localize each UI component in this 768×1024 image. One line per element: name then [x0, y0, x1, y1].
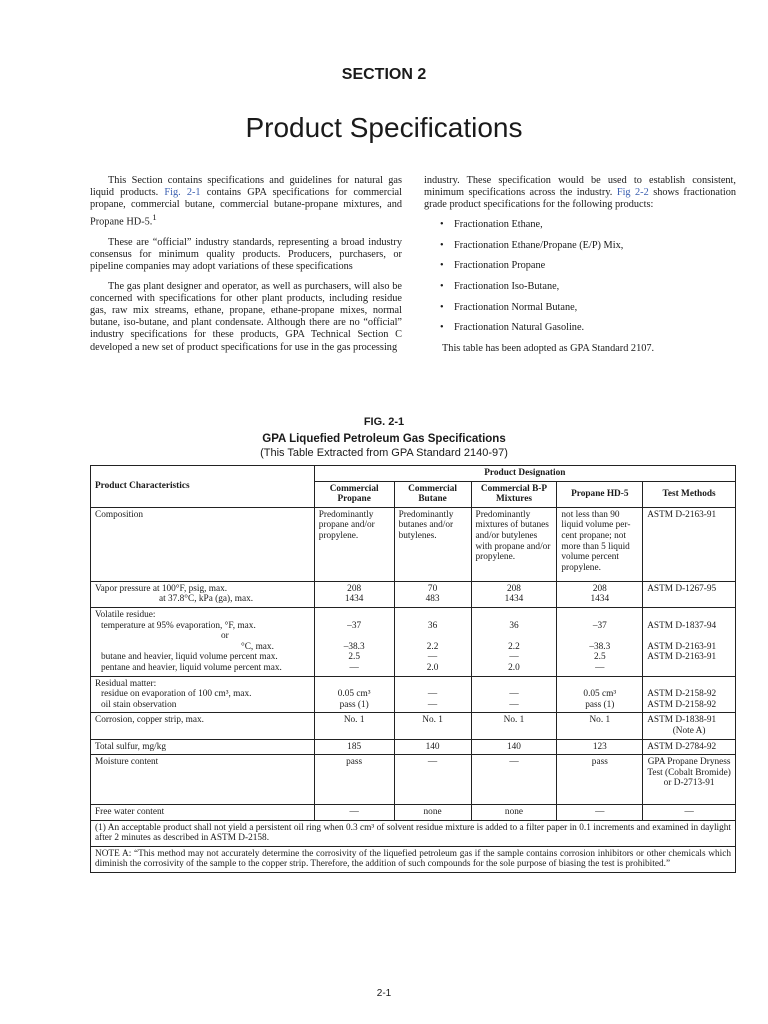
figure-number: FIG. 2-1 — [363, 416, 405, 428]
product-list — [424, 219, 736, 334]
row-label: Moisture content — [91, 755, 315, 805]
header-commercial-propane: Commercial Propane — [314, 481, 394, 507]
note-a: NOTE A: “This method may not accurately determine the corrosivity of the liquefied petroleum gas if the sample contains corrosion inhibitors or other chemicals which diminish the corrosivity of the sample to the copper strip. Therefore, the addition of such compounds for the sole purpose of biasing the test is prohibited.” — [91, 846, 736, 872]
table-cell: No. 1 — [394, 713, 471, 739]
table-cell: — — [557, 805, 643, 821]
table-row — [91, 739, 736, 755]
table-cell: 36 2.2 — 2.0 — [394, 607, 471, 676]
list-item: • Fractionation Normal Butane, — [440, 301, 578, 313]
row-label: Corrosion, copper strip, max. — [91, 713, 315, 739]
table-cell: 140 — [394, 739, 471, 755]
table-row — [91, 607, 736, 676]
list-item: • Fractionation Ethane, — [440, 219, 543, 231]
table-cell: 70 483 — [394, 581, 471, 607]
table-cell: –37 –38.3 2.5 — — [314, 607, 394, 676]
table-cell: none — [394, 805, 471, 821]
table-row — [91, 755, 736, 805]
table-row — [91, 820, 736, 846]
table-cell: 36 2.2 — 2.0 — [471, 607, 557, 676]
row-label: Volatile residue: temperature at 95% evaporation, °F, max. or °C, max. butane and heavier, liquid volume percent max. pentane and heavier, liquid volume percent max. — [91, 607, 315, 676]
table-cell: Predominantly propane and/or propylene. — [314, 507, 394, 581]
list-item: • Fractionation Propane — [440, 260, 546, 272]
table-cell: — — — [394, 676, 471, 713]
table-cell: ASTM D-1838-91 (Note A) — [643, 713, 736, 739]
header-propane-hd5: Propane HD-5 — [557, 481, 643, 507]
p1-text-a: This Section contains specifications and guidelines for natural gas liquid products. — [90, 175, 402, 199]
header-commercial-butane: Commercial Butane — [394, 481, 471, 507]
header-commercial-bp-mixtures: Commercial B-P Mixtures — [471, 481, 557, 507]
table-cell: pass — [314, 755, 394, 805]
intro-paragraph-3: The gas plant designer and operator, as well as purchasers, will also be concerned with specifications for other plant products, including residue gas, raw mix streams, ethane, propane, ethane-propane mixes, normal butane, iso-butane, and plant condensate. Although there are no “official” industry specifications for these products, GPA Technical Section C developed a new set of product specifications for use in the gas processing — [90, 281, 402, 353]
table-cell: No. 1 — [471, 713, 557, 739]
header-product-designation: Product Designation — [314, 466, 735, 482]
table-cell: Predominantly butanes and/or butylenes. — [394, 507, 471, 581]
p4-text-b: shows fractionation grade product specifications for the following products: — [424, 187, 736, 211]
footnote-ref: 1 — [152, 212, 157, 223]
table-row — [91, 507, 736, 581]
row-label: Free water content — [91, 805, 315, 821]
intro-paragraph-4 — [424, 175, 736, 211]
figure-title: GPA Liquefied Petroleum Gas Specifications — [262, 433, 506, 445]
section-heading: SECTION 2 — [341, 66, 427, 83]
table-cell: — — — [471, 676, 557, 713]
table-cell: 185 — [314, 739, 394, 755]
list-item: • Fractionation Iso-Butane, — [440, 281, 560, 293]
row-label: Composition — [91, 507, 315, 581]
p1-text-b: contains GPA specifications for commercial propane, commercial butane, commercial butane-propane mixtures, and Propane HD-5. — [90, 187, 402, 228]
lpg-spec-table — [90, 465, 736, 873]
table-row — [91, 581, 736, 607]
table-cell: No. 1 — [314, 713, 394, 739]
right-column — [424, 175, 736, 363]
header-product-characteristics: Product Characteristics — [91, 466, 315, 508]
table-cell: 0.05 cm³ pass (1) — [314, 676, 394, 713]
table-cell: — — [471, 755, 557, 805]
intro-paragraph-1 — [90, 175, 402, 229]
table-cell: ASTM D-1837-94 ASTM D-2163-91 ASTM D-2163-91 — [643, 607, 736, 676]
header-test-methods: Test Methods — [643, 481, 736, 507]
list-item: • Fractionation Natural Gasoline. — [440, 322, 585, 334]
table-header-row — [91, 466, 736, 482]
table-cell: 0.05 cm³ pass (1) — [557, 676, 643, 713]
table-cell: GPA Propane Dryness Test (Cobalt Bromide) or D-2713-91 — [643, 755, 736, 805]
table-cell: — — [314, 805, 394, 821]
figure-subtitle: (This Table Extracted from GPA Standard 2140-97) — [260, 447, 508, 459]
fig-2-1-link[interactable]: Fig. 2-1 — [164, 187, 201, 199]
table-cell: No. 1 — [557, 713, 643, 739]
footnote-1: (1) An acceptable product shall not yield a persistent oil ring when 0.3 cm³ of solvent residue mixture is added to a filter paper in 0.1 increments and examined in daylight after 2 minutes as described in ASTM D-2158. — [91, 820, 736, 846]
table-cell: 123 — [557, 739, 643, 755]
row-label: Residual matter: residue on evaporation of 100 cm³, max. oil stain observation — [91, 676, 315, 713]
table-cell: — — [394, 755, 471, 805]
row-label: Vapor pressure at 100°F, psig, max. at 37.8°C, kPa (ga), max. — [91, 581, 315, 607]
table-cell: ASTM D-2163-91 — [643, 507, 736, 581]
fig-2-2-link[interactable]: Fig 2-2 — [616, 187, 649, 199]
table-row — [91, 713, 736, 739]
page-title: Product Specifications — [245, 112, 523, 143]
intro-paragraph-2: These are “official” industry standards, representing a broad industry consensus for minimum quality products. Producers, purchasers, or pipeline companies may adopt variations of these specifications — [90, 236, 402, 272]
table-row — [91, 846, 736, 872]
intro-paragraph-5: This table has been adopted as GPA Standard 2107. — [442, 342, 655, 354]
table-cell: ASTM D-1267-95 — [643, 581, 736, 607]
left-column — [90, 175, 402, 362]
table-cell: 208 1434 — [314, 581, 394, 607]
table-cell: none — [471, 805, 557, 821]
table-row — [91, 676, 736, 713]
table-cell: ASTM D-2158-92 ASTM D-2158-92 — [643, 676, 736, 713]
table-cell: Predominantly mixtures of butanes and/or butylenes with propane and/or propylene. — [471, 507, 557, 581]
table-cell: pass — [557, 755, 643, 805]
table-cell: 208 1434 — [557, 581, 643, 607]
table-cell: ASTM D-2784-92 — [643, 739, 736, 755]
table-cell: 208 1434 — [471, 581, 557, 607]
table-row — [91, 805, 736, 821]
table-cell: –37 –38.3 2.5 — — [557, 607, 643, 676]
page-number: 2-1 — [376, 988, 392, 999]
table-cell: not less than 90 liquid volume per-cent propane; not more than 5 liquid volume percent propylene. — [557, 507, 643, 581]
list-item: • Fractionation Ethane/Propane (E/P) Mix, — [440, 239, 624, 251]
table-cell: 140 — [471, 739, 557, 755]
row-label: Total sulfur, mg/kg — [91, 739, 315, 755]
table-cell: — — [643, 805, 736, 821]
p4-text-a: industry. These specification would be used to establish consistent, minimum specifications across the industry. — [424, 175, 736, 199]
